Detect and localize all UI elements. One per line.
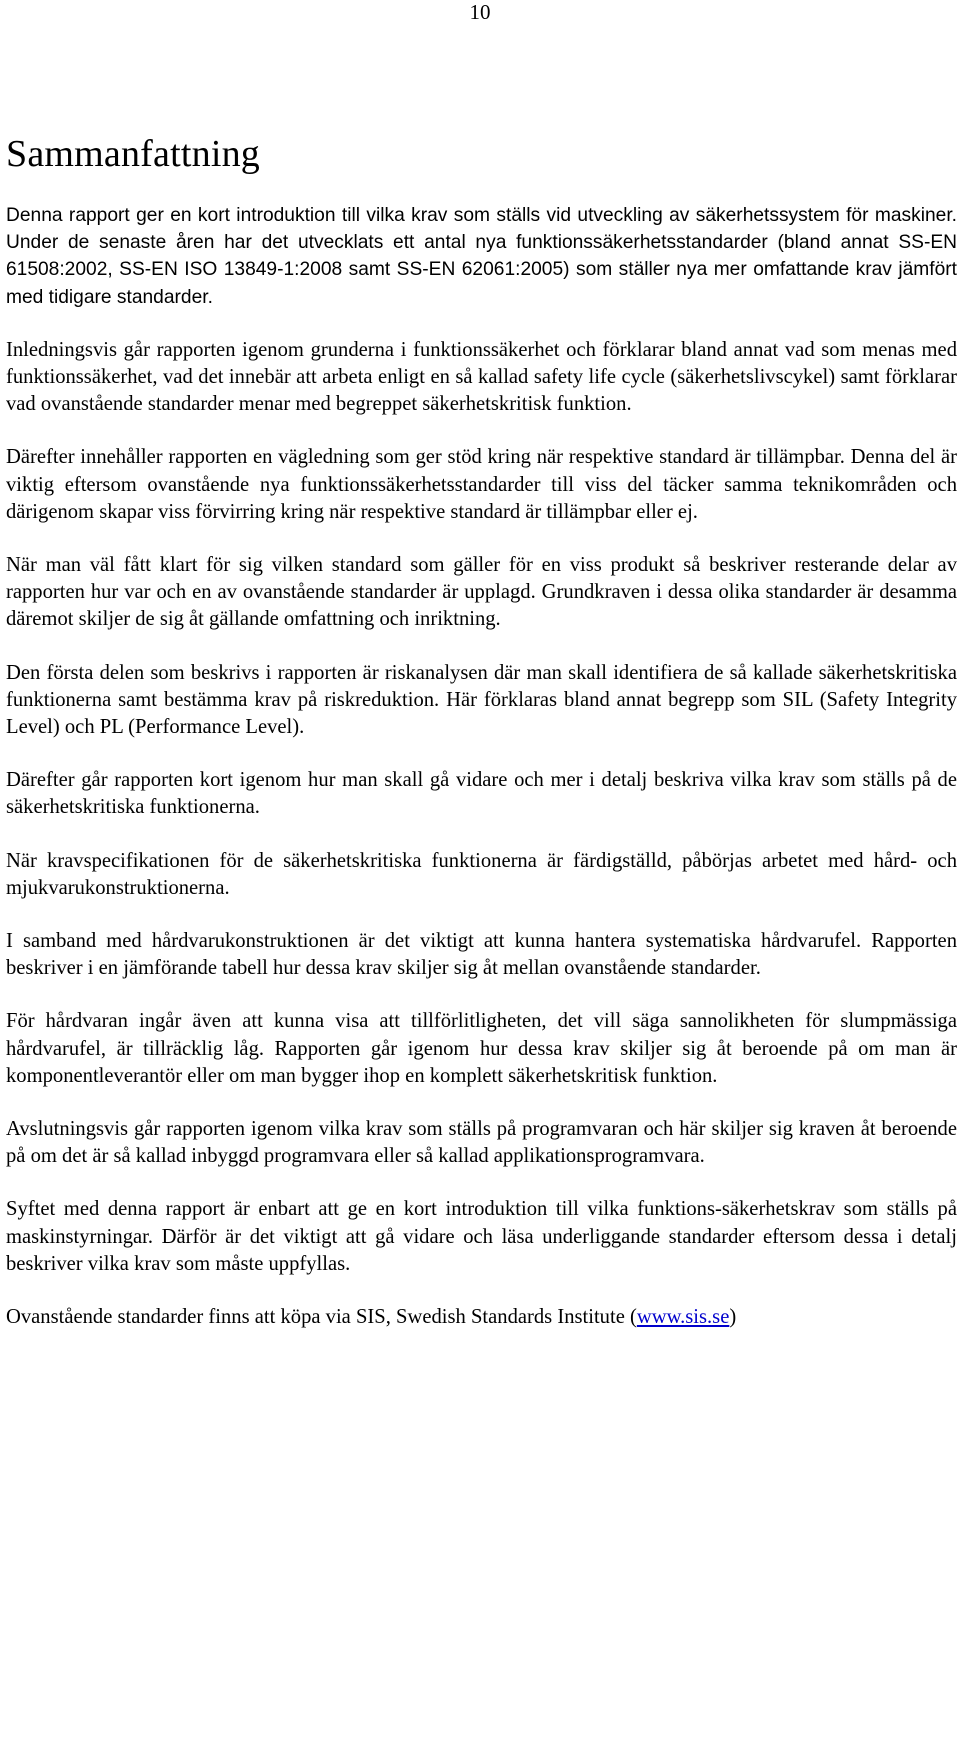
paragraph-structure: När man väl fått klart för sig vilken standard som gäller för en viss produkt så beskriver resterande delar av rapporten hur var och en av ovanstående standarder är upplagd. Grundkraven i dessa olika standarder är desamma däremot skiljer de sig åt gällande omfattning och inriktning.	[6, 554, 957, 631]
paragraph-guidance: Därefter innehåller rapporten en vägledning som ger stöd kring när respektive standard är tillämpbar. Denna del är viktig eftersom ovanstående nya funktionssäkerhetsstandarder till viss del täcker samma teknikområden och därigenom skapar viss förvirring kring när respektive standard är tillämpbar eller ej.	[6, 446, 957, 523]
sis-website-link[interactable]: www.sis.se	[636, 1306, 730, 1329]
paragraph-intro: Denna rapport ger en kort introduktion till vilka krav som ställs vid utveckling av säkerhetssystem för maskiner. Under de senaste åren har det utvecklats ett antal nya funktionssäkerhetsstandarder (bland annat SS-EN 61508:2002, SS-EN ISO 13849-1:2008 samt SS-EN 62061:2005) som ställer nya mer omfattande krav jämfört med tidigare standarder.	[6, 205, 957, 308]
section-heading: Sammanfattning	[6, 133, 260, 175]
paragraph-requirements: Därefter går rapporten kort igenom hur man skall gå vidare och mer i detalj beskriva vilka krav som ställs på de säkerhetskritiska funktionerna.	[6, 769, 957, 819]
paragraph-risk-analysis: Den första delen som beskrivs i rapporten är riskanalysen där man skall identifiera de så kallade säkerhetskritiska funktionerna samt bestämma krav på riskreduktion. Här förklaras bland annat begrepp som SIL (Safety Integrity Level) och PL (Performance Level).	[6, 661, 957, 739]
closing-text: Ovanstående standarder finns att köpa via SIS, Swedish Standards Institute (	[6, 1306, 637, 1329]
document-body	[6, 132, 957, 1357]
paragraph-reliability: För hårdvaran ingår även att kunna visa att tillförlitligheten, det vill säga sannolikheten för slumpmässiga hårdvarufel, är tillräcklig låg. Rapporten går igenom hur dessa krav skiljer sig åt beroende på om man är komponentleverantör eller om man bygger ihop en komplett säkerhetskritisk funktion.	[6, 1010, 957, 1087]
paragraph-software: Avslutningsvis går rapporten igenom vilka krav som ställs på programvaran och här skiljer sig kraven åt beroende på om det är så kallad inbyggd programvara eller så kallad applikationsprogramvara.	[6, 1118, 957, 1168]
paragraph-purpose: Syftet med denna rapport är enbart att ge en kort introduktion till vilka funktions-säkerhetskrav som ställs på maskinstyrningar. Därför är det viktigt att gå vidare och läsa underliggande standarder eftersom dessa i detalj beskriver vilka krav som måste uppfyllas.	[6, 1198, 957, 1275]
page-number: 10	[469, 0, 491, 24]
paragraph-specification: När kravspecifikationen för de säkerhetskritiska funktionerna är färdigställd, påbörjas arbetet med hård- och mjukvarukonstruktionerna.	[6, 849, 957, 899]
closing-text-end: )	[729, 1306, 737, 1329]
paragraph-closing	[6, 1304, 957, 1331]
paragraph-fundamentals: Inledningsvis går rapporten igenom grunderna i funktionssäkerhet och förklarar bland annat vad som menas med funktionssäkerhet, vad det innebär att arbeta enligt en så kallad safety life cycle (säkerhetslivscykel) samt förklarar vad ovanstående standarder menar med begreppet säkerhetskritisk funktion.	[6, 338, 957, 416]
paragraph-systematic-faults: I samband med hårdvarukonstruktionen är det viktigt att kunna hantera systematiska hårdvarufel. Rapporten beskriver i en jämförande tabell hur dessa krav skiljer sig åt mellan ovanstående standarder.	[6, 930, 957, 980]
